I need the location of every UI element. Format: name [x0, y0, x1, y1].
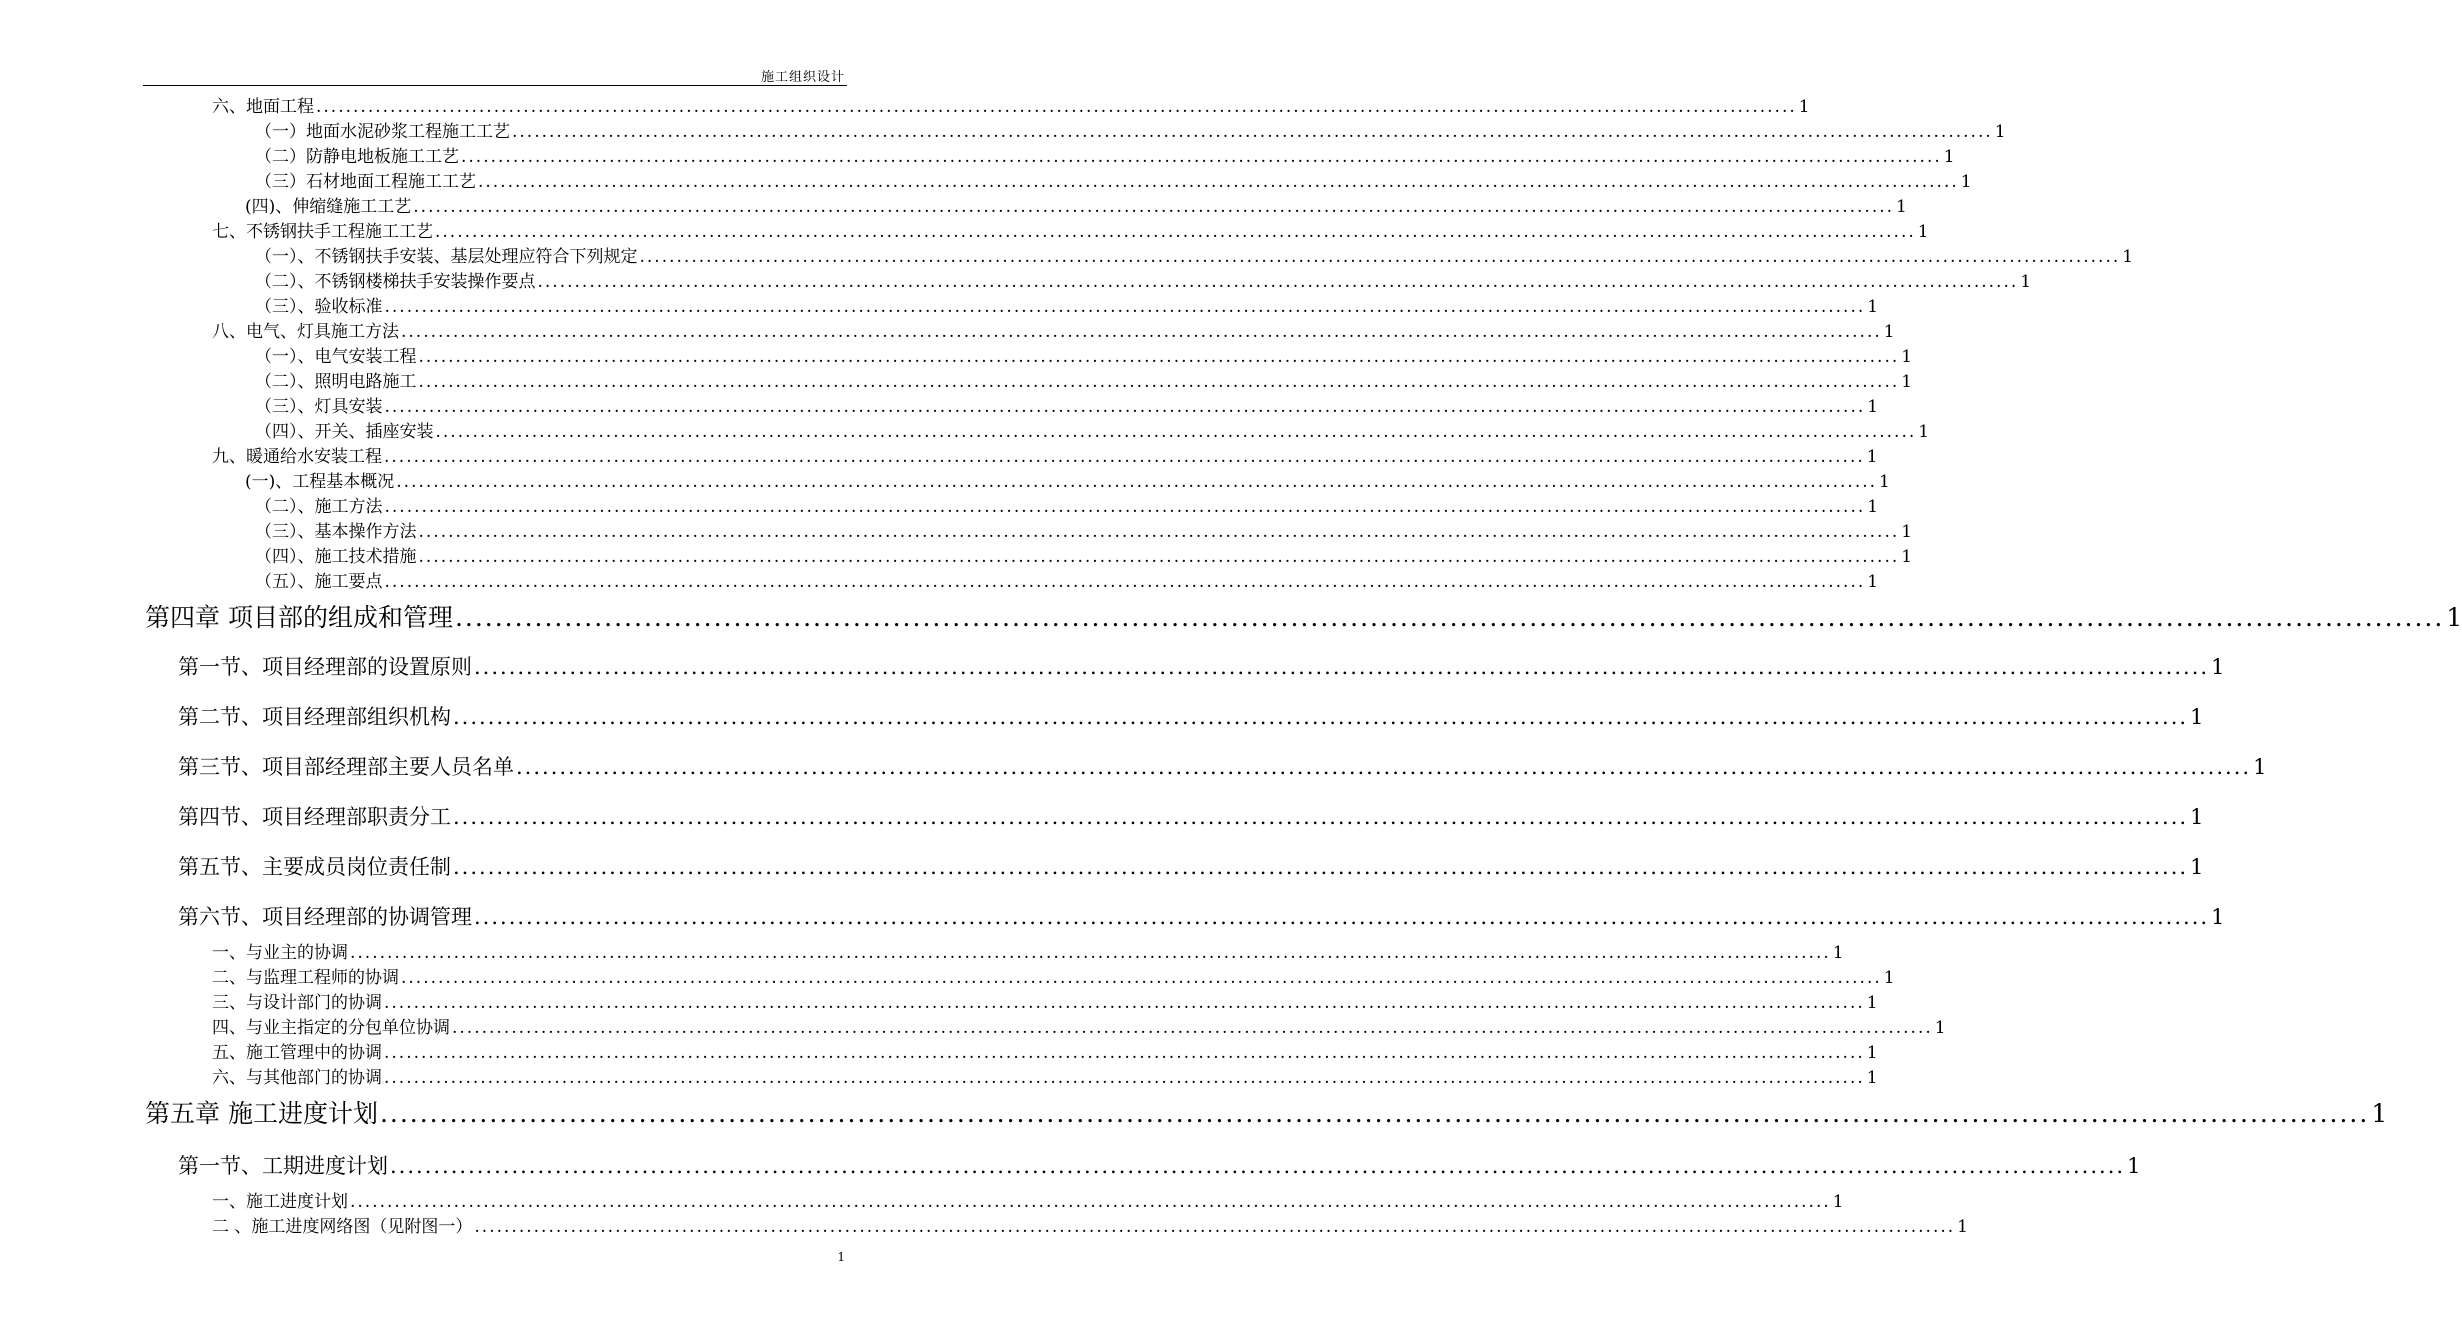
toc-leader-dots: ........................................................................................................................................................................................................	[537, 272, 2019, 292]
toc-item[interactable]	[255, 396, 1879, 418]
toc-item[interactable]	[212, 1216, 1968, 1238]
toc-page-number: 1	[1994, 122, 2006, 142]
toc-leader-dots: ........................................................................................................................................................................................................	[401, 968, 1882, 988]
toc-leader-dots: ........................................................................................................................................................................................................	[384, 397, 1866, 417]
toc-leader-dots: ........................................................................................................................................................................................................	[453, 705, 2189, 729]
toc-item[interactable]	[255, 246, 2134, 268]
toc-page-number: 1	[1867, 497, 1879, 517]
toc-label: (四)、伸缩缝施工工艺	[245, 197, 412, 217]
toc-label: 六、地面工程	[212, 97, 314, 117]
toc-leader-dots: ........................................................................................................................................................................................................	[435, 222, 1916, 242]
toc-item[interactable]	[212, 1191, 1844, 1213]
toc-label: （二）、照明电路施工	[255, 372, 417, 392]
toc-leader-dots: ........................................................................................................................................................................................................	[453, 855, 2189, 879]
toc-page-number: 1	[1883, 322, 1895, 342]
toc-leader-dots: ........................................................................................................................................................................................................	[435, 422, 1917, 442]
toc-page-number: 1	[1901, 372, 1913, 392]
toc-page-number: 1	[2190, 705, 2204, 729]
toc-page-number: 1	[1957, 1217, 1968, 1237]
toc-label: 第一节、工期进度计划	[178, 1154, 388, 1178]
toc-section[interactable]	[178, 753, 2267, 781]
toc-label: 七、不锈钢扶手工程施工工艺	[212, 222, 433, 242]
toc-item[interactable]	[255, 171, 1972, 193]
toc-item[interactable]	[255, 271, 2032, 293]
toc-section[interactable]	[178, 903, 2225, 931]
toc-page-number: 1	[2020, 272, 2032, 292]
page-number: 1	[837, 1250, 845, 1264]
toc-section[interactable]	[178, 653, 2225, 681]
toc-item[interactable]	[255, 371, 1913, 393]
toc-leader-dots: ........................................................................................................................................................................................................	[516, 755, 2252, 779]
header-rule	[143, 85, 847, 86]
toc-leader-dots: ........................................................................................................................................................................................................	[316, 97, 1797, 117]
toc-item[interactable]	[212, 992, 1878, 1014]
toc-item[interactable]	[245, 196, 1907, 218]
toc-label: 四、与业主指定的分包单位协调	[212, 1018, 450, 1038]
toc-label: 九、暖通给水安装工程	[212, 447, 382, 467]
toc-page-number: 1	[2211, 655, 2225, 679]
toc-leader-dots: ........................................................................................................................................................................................................	[379, 1099, 2370, 1128]
toc-page-number: 1	[1866, 1068, 1878, 1088]
toc-label: 三、与设计部门的协调	[212, 993, 382, 1013]
toc-leader-dots: ........................................................................................................................................................................................................	[401, 322, 1882, 342]
toc-page-number: 1	[1918, 422, 1930, 442]
toc-page-number: 1	[2127, 1154, 2141, 1178]
toc-label: （五）、施工要点	[255, 572, 383, 592]
toc-item[interactable]	[245, 471, 1890, 493]
toc-item[interactable]	[255, 146, 1955, 168]
toc-label: （三）石材地面工程施工工艺	[255, 172, 476, 192]
toc-page-number: 1	[2253, 755, 2267, 779]
toc-section[interactable]	[178, 703, 2204, 731]
toc-page-number: 1	[2371, 1099, 2388, 1128]
toc-page-number: 1	[1901, 347, 1913, 367]
toc-leader-dots: ........................................................................................................................................................................................................	[453, 805, 2189, 829]
toc-leader-dots: ........................................................................................................................................................................................................	[461, 147, 1942, 167]
toc-page-number: 1	[1901, 522, 1913, 542]
toc-page-number: 1	[1901, 547, 1913, 567]
toc-page-number: 1	[1867, 572, 1879, 592]
toc-page-number: 1	[1832, 943, 1844, 963]
toc-leader-dots: ........................................................................................................................................................................................................	[384, 1068, 1865, 1088]
toc-page-number: 1	[1879, 472, 1890, 492]
toc-label: 五、施工管理中的协调	[212, 1043, 382, 1063]
toc-label: 第五章 施工进度计划	[145, 1099, 378, 1128]
toc-item[interactable]	[255, 546, 1913, 568]
toc-item[interactable]	[255, 421, 1930, 443]
toc-item[interactable]	[255, 496, 1879, 518]
toc-leader-dots: ........................................................................................................................................................................................................	[413, 197, 1895, 217]
toc-page-number: 1	[2190, 855, 2204, 879]
toc-label: 二 、施工进度网络图（见附图一）	[212, 1217, 473, 1237]
toc-section[interactable]	[178, 803, 2204, 831]
toc-page-number: 1	[1917, 222, 1929, 242]
toc-label: （三）、验收标准	[255, 297, 383, 317]
toc-page-number: 1	[2122, 247, 2134, 267]
toc-leader-dots: ........................................................................................................................................................................................................	[474, 655, 2210, 679]
toc-item[interactable]	[212, 446, 1878, 468]
toc-page-number: 1	[2446, 603, 2462, 632]
toc-label: 六、与其他部门的协调	[212, 1068, 382, 1088]
toc-page-number: 1	[1866, 993, 1878, 1013]
toc-label: 第四章 项目部的组成和管理	[145, 603, 453, 632]
toc-section[interactable]	[178, 853, 2204, 881]
toc-page-number: 1	[1934, 1018, 1946, 1038]
toc-chapter[interactable]	[145, 1098, 2388, 1130]
toc-leader-dots: ........................................................................................................................................................................................................	[418, 547, 1900, 567]
toc-page-number: 1	[1798, 97, 1810, 117]
toc-page-number: 1	[1943, 147, 1955, 167]
toc-label: （二）防静电地板施工工艺	[255, 147, 459, 167]
toc-leader-dots: ........................................................................................................................................................................................................	[454, 603, 2445, 632]
toc-page-number: 1	[1867, 297, 1879, 317]
toc-page-number: 1	[1896, 197, 1907, 217]
toc-page-number: 1	[1866, 1043, 1878, 1063]
toc-leader-dots: ........................................................................................................................................................................................................	[478, 172, 1959, 192]
toc-item[interactable]	[212, 321, 1895, 343]
toc-page-number: 1	[2190, 805, 2204, 829]
toc-page-number: 1	[1866, 447, 1878, 467]
toc-leader-dots: ........................................................................................................................................................................................................	[396, 472, 1878, 492]
toc-section[interactable]	[178, 1152, 2141, 1180]
toc-label: 一、施工进度计划	[212, 1192, 348, 1212]
toc-page-number: 1	[1883, 968, 1895, 988]
toc-leader-dots: ........................................................................................................................................................................................................	[418, 347, 1900, 367]
toc-page-number: 1	[2211, 905, 2225, 929]
toc-leader-dots: ........................................................................................................................................................................................................	[512, 122, 1993, 142]
running-header: 施工组织设计	[760, 70, 845, 85]
toc-label: 第三节、项目部经理部主要人员名单	[178, 755, 514, 779]
toc-leader-dots: ........................................................................................................................................................................................................	[350, 943, 1831, 963]
toc-item[interactable]	[212, 942, 1844, 964]
toc-label: 八、电气、灯具施工方法	[212, 322, 399, 342]
toc-item[interactable]	[255, 571, 1879, 593]
toc-item[interactable]	[255, 121, 2006, 143]
toc-label: （四）、开关、插座安装	[255, 422, 434, 442]
toc-label: 第二节、项目经理部组织机构	[178, 705, 451, 729]
toc-label: （一）、不锈钢扶手安装、基层处理应符合下列规定	[255, 247, 638, 267]
toc-label: (一)、工程基本概况	[245, 472, 395, 492]
toc-label: 一、与业主的协调	[212, 943, 348, 963]
toc-leader-dots: ........................................................................................................................................................................................................	[384, 572, 1866, 592]
toc-leader-dots: ........................................................................................................................................................................................................	[474, 1217, 1956, 1237]
toc-label: 第五节、主要成员岗位责任制	[178, 855, 451, 879]
toc-leader-dots: ........................................................................................................................................................................................................	[639, 247, 2121, 267]
toc-label: 二、与监理工程师的协调	[212, 968, 399, 988]
toc-leader-dots: ........................................................................................................................................................................................................	[350, 1192, 1831, 1212]
toc-leader-dots: ........................................................................................................................................................................................................	[418, 522, 1900, 542]
toc-item[interactable]	[212, 96, 1810, 118]
toc-label: 第一节、项目经理部的设置原则	[178, 655, 472, 679]
toc-label: （四）、施工技术措施	[255, 547, 417, 567]
toc-leader-dots: ........................................................................................................................................................................................................	[390, 1154, 2126, 1178]
toc-leader-dots: ........................................................................................................................................................................................................	[474, 905, 2210, 929]
toc-leader-dots: ........................................................................................................................................................................................................	[384, 993, 1865, 1013]
toc-item[interactable]	[255, 346, 1913, 368]
toc-item[interactable]	[255, 521, 1913, 543]
toc-label: （二）、不锈钢楼梯扶手安装操作要点	[255, 272, 536, 292]
toc-page-number: 1	[1867, 397, 1879, 417]
toc-label: 第四节、项目经理部职责分工	[178, 805, 451, 829]
toc-label: （三）、基本操作方法	[255, 522, 417, 542]
toc-label: （一）地面水泥砂浆工程施工工艺	[255, 122, 510, 142]
toc-page-number: 1	[1832, 1192, 1844, 1212]
toc-leader-dots: ........................................................................................................................................................................................................	[384, 497, 1866, 517]
toc-item[interactable]	[212, 1042, 1878, 1064]
toc-leader-dots: ........................................................................................................................................................................................................	[384, 1043, 1865, 1063]
toc-label: （一）、电气安装工程	[255, 347, 417, 367]
toc-page-number: 1	[1960, 172, 1972, 192]
toc-item[interactable]	[212, 967, 1895, 989]
toc-item[interactable]	[212, 221, 1929, 243]
toc-leader-dots: ........................................................................................................................................................................................................	[452, 1018, 1933, 1038]
toc-chapter[interactable]	[145, 602, 2462, 634]
toc-leader-dots: ........................................................................................................................................................................................................	[384, 447, 1865, 467]
toc-item[interactable]	[212, 1017, 1946, 1039]
toc-item[interactable]	[255, 296, 1879, 318]
toc-label: 第六节、项目经理部的协调管理	[178, 905, 472, 929]
toc-item[interactable]	[212, 1067, 1878, 1089]
toc-leader-dots: ........................................................................................................................................................................................................	[418, 372, 1900, 392]
toc-label: （三）、灯具安装	[255, 397, 383, 417]
toc-leader-dots: ........................................................................................................................................................................................................	[384, 297, 1866, 317]
toc-label: （二）、施工方法	[255, 497, 383, 517]
